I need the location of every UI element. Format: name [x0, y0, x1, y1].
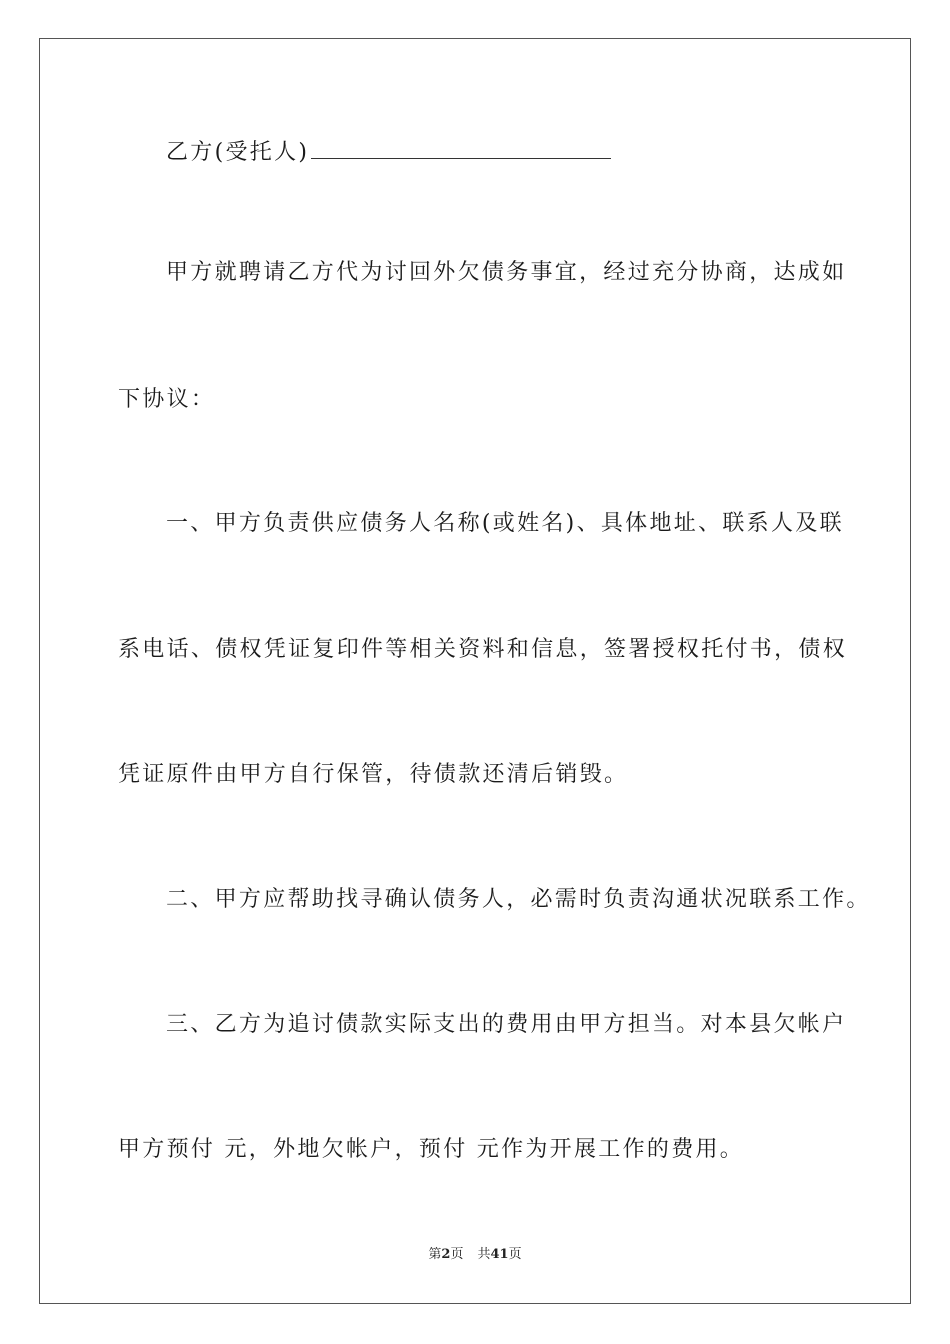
paragraph-intro-line-2: 下协议：	[118, 387, 216, 412]
clause-1-line-3: 凭证原件由甲方自行保管，待债款还清后销毁。	[118, 762, 629, 787]
page-current-number: 2	[441, 1247, 451, 1262]
page-total-number: 41	[490, 1247, 509, 1262]
page-border	[39, 38, 911, 1304]
clause-3-line-1: 三、乙方为追讨债款实际支出的费用由甲方担当。对本县欠帐户	[166, 1012, 847, 1037]
party-b-line	[166, 138, 611, 168]
paragraph-intro-line-1: 甲方就聘请乙方代为讨回外欠债务事宜，经过充分协商，达成如	[166, 260, 847, 285]
party-b-blank-field	[311, 138, 611, 159]
page-suffix: 页	[450, 1247, 464, 1262]
page-prefix: 第	[428, 1247, 442, 1262]
total-prefix: 共	[477, 1247, 491, 1262]
party-b-label: 乙方(受托人)	[166, 140, 310, 165]
clause-1-line-2: 系电话、债权凭证复印件等相关资料和信息，签署授权托付书，债权	[118, 637, 848, 662]
total-suffix: 页	[508, 1247, 522, 1262]
clause-3-line-2: 甲方预付 元，外地欠帐户，预付 元作为开展工作的费用。	[118, 1137, 745, 1162]
clause-1-line-1: 一、甲方负责供应债务人名称(或姓名)、具体地址、联系人及联	[166, 511, 844, 536]
page-footer	[0, 1246, 950, 1264]
clause-2-line-1: 二、甲方应帮助找寻确认债务人，必需时负责沟通状况联系工作。	[166, 887, 871, 912]
